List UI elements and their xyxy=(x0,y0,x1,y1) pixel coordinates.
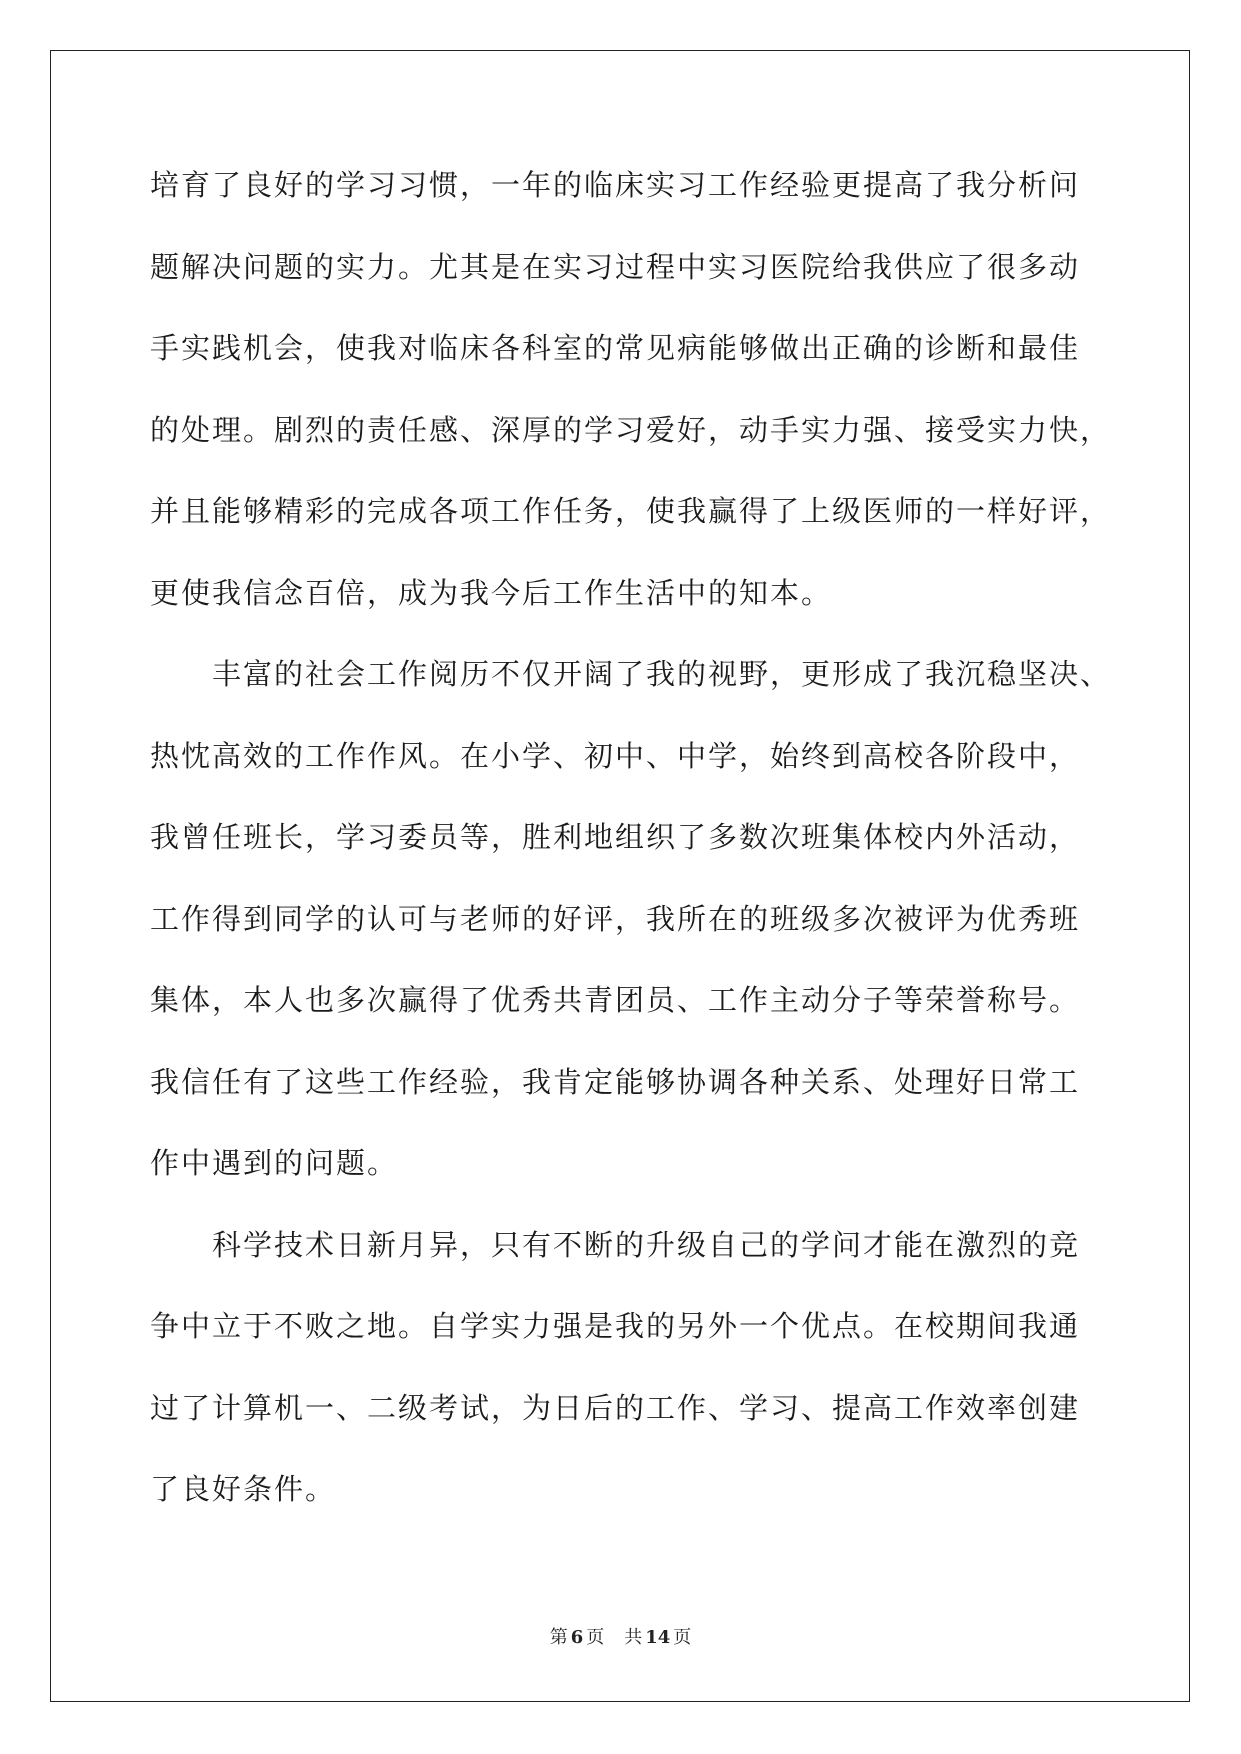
text-line: 过了计算机一、二级考试，为日后的工作、学习、提高工作效率创建 xyxy=(150,1390,1081,1425)
text-line: 题解决问题的实力。尤其是在实习过程中实习医院给我供应了很多动 xyxy=(150,249,1081,284)
text-line: 手实践机会，使我对临床各科室的常见病能够做出正确的诊断和最佳 xyxy=(150,331,1081,365)
text-line: 的处理。剧烈的责任感、深厚的学习爱好，动手实力强、接受实力快， xyxy=(150,412,1112,447)
text-line: 争中立于不败之地。自学实力强是我的另外一个优点。在校期间我通 xyxy=(150,1309,1081,1343)
page-suffix: 页 xyxy=(586,1627,605,1648)
text-line: 作中遇到的问题。 xyxy=(150,1146,399,1180)
total-page-count: 14 xyxy=(645,1627,671,1648)
total-prefix: 共 xyxy=(624,1627,643,1648)
text-line: 了良好条件。 xyxy=(150,1472,337,1506)
page-prefix: 第 xyxy=(549,1627,568,1648)
text-line: 热忱高效的工作作风。在小学、初中、中学，始终到高校各阶段中， xyxy=(150,738,1081,773)
text-line: 集体，本人也多次赢得了优秀共青团员、工作主动分子等荣誉称号。 xyxy=(150,983,1081,1017)
current-page-number: 6 xyxy=(570,1627,584,1648)
text-line: 工作得到同学的认可与老师的好评，我所在的班级多次被评为优秀班 xyxy=(150,901,1081,936)
text-line: 并且能够精彩的完成各项工作任务，使我赢得了上级医师的一样好评， xyxy=(150,494,1112,528)
text-line: 更使我信念百倍，成为我今后工作生活中的知本。 xyxy=(150,575,833,610)
total-suffix: 页 xyxy=(673,1627,692,1648)
text-line: 丰富的社会工作阅历不仅开阔了我的视野，更形成了我沉稳坚决、 xyxy=(150,657,1112,691)
page-number-footer xyxy=(0,1623,1241,1649)
document-body xyxy=(150,162,1110,1548)
text-line: 我曾任班长，学习委员等，胜利地组织了多数次班集体校内外活动， xyxy=(150,820,1081,854)
text-line: 培育了良好的学习习惯，一年的临床实习工作经验更提高了我分析问 xyxy=(150,168,1081,202)
text-line: 我信任有了这些工作经验，我肯定能够协调各种关系、处理好日常工 xyxy=(150,1064,1081,1099)
text-line: 科学技术日新月异，只有不断的升级自己的学问才能在激烈的竞 xyxy=(150,1227,1081,1262)
